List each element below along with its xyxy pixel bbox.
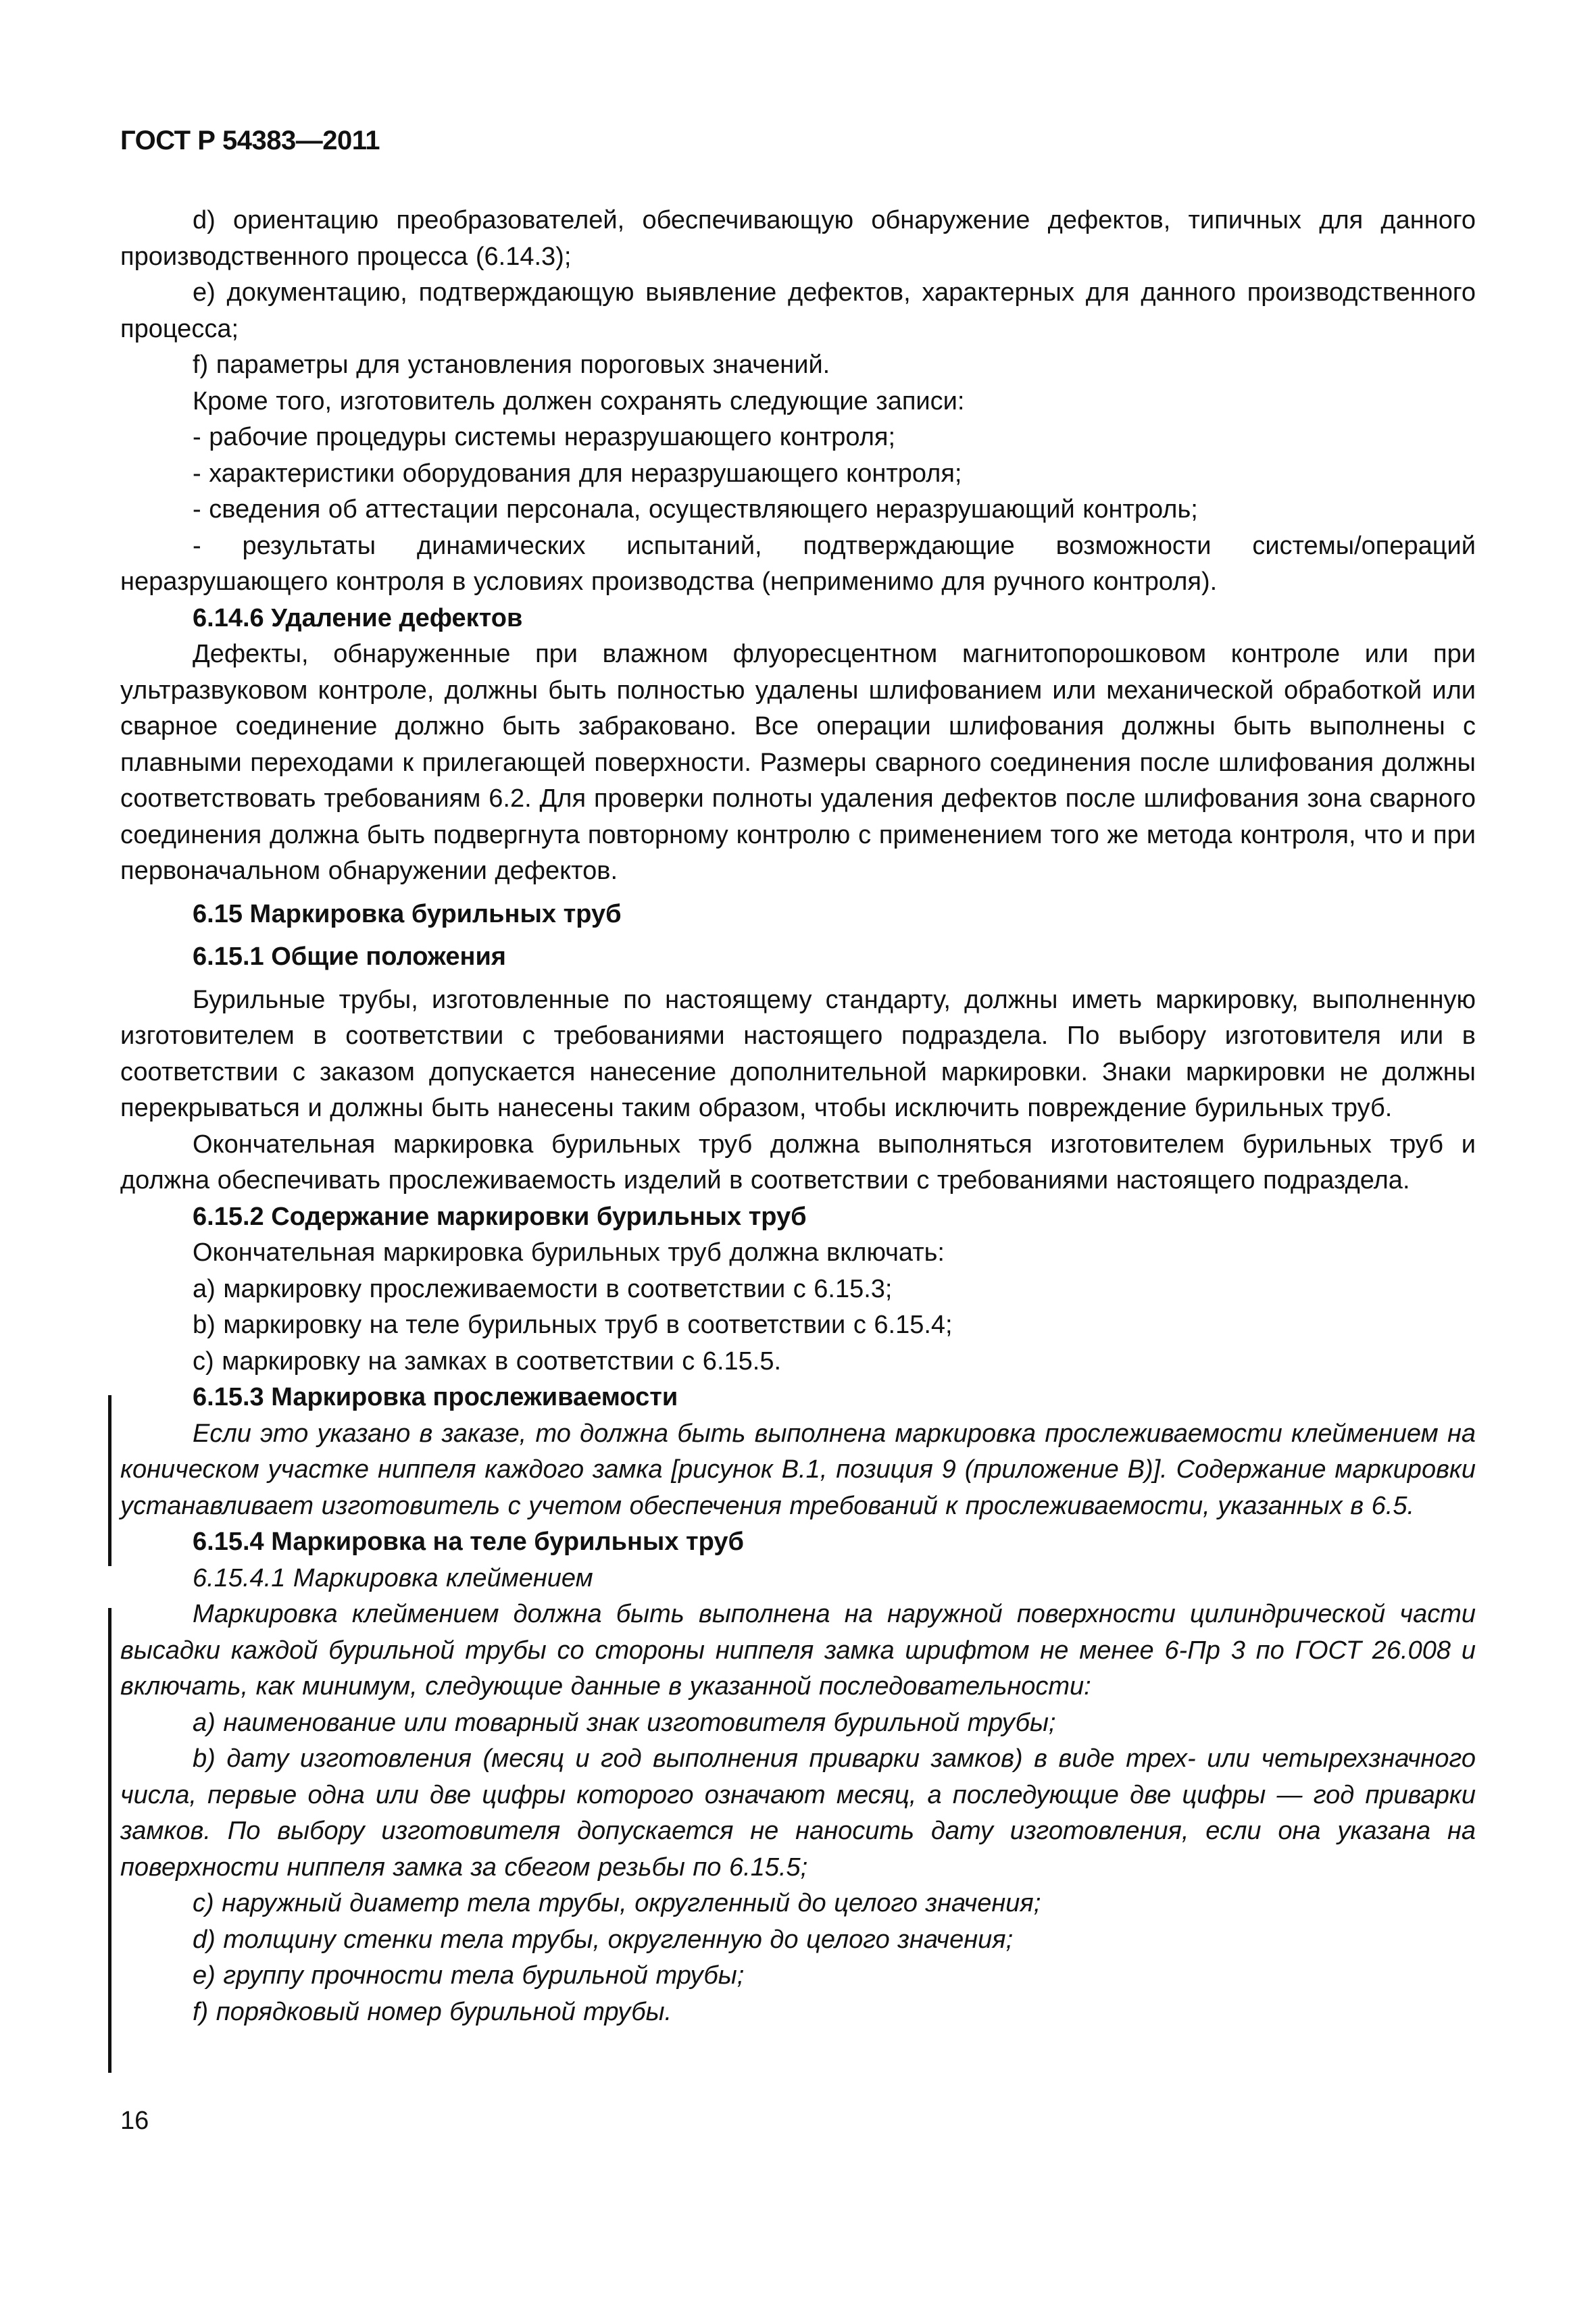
records-item-1: - рабочие процедуры системы неразрушающего контроля; (193, 423, 896, 451)
document-body (120, 203, 1476, 2030)
traceability-paragraph: Если это указано в заказе, то должна быть выполнена маркировка прослеживаемости клеймением на коническом участке ниппеля каждого замка [рисунок В.1, позиция 9 (приложение В)]. Содержание маркировки устанавливает изготовитель с учетом обеспечения требований к прослеживаемости, указанных в 6.5. (120, 1419, 1476, 1520)
stamping-item-e: e) группу прочности тела бурильной трубы; (193, 1961, 745, 1990)
records-intro: Кроме того, изготовитель должен сохранять следующие записи: (193, 386, 965, 416)
records-item-2: - характеристики оборудования для неразрушающего контроля; (193, 459, 962, 488)
list-item-f: f) параметры для установления пороговых значений. (193, 351, 830, 379)
contents-item-b: b) маркировку на теле бурильных труб в соответствии с 6.15.4; (193, 1311, 953, 1339)
subsection-heading-6-15-4-1: 6.15.4.1 Маркировка клеймением (193, 1563, 593, 1592)
section-heading-6-15-2: 6.15.2 Содержание маркировки бурильных труб (193, 1202, 807, 1231)
contents-item-c: c) маркировку на замках в соответствии с 6.15.5. (193, 1347, 782, 1376)
section-heading-6-14-6: 6.14.6 Удаление дефектов (193, 603, 523, 632)
section-heading-6-15: 6.15 Маркировка бурильных труб (193, 899, 622, 928)
section-heading-6-15-4: 6.15.4 Маркировка на теле бурильных труб (193, 1528, 744, 1556)
list-item-e: e) документацию, подтверждающую выявление дефектов, характерных для данного производственного процесса; (120, 278, 1476, 343)
stamping-item-d: d) толщину стенки тела трубы, округленную до целого значения; (193, 1925, 1014, 1954)
stamping-item-b: b) дату изготовления (месяц и год выполнения приварки замков) в виде трех- или четырехзначного числа, первые одна или две цифры которого означают месяц, а последующие две цифры — год приварки замков. По выбору изготовителя допускается не наносить дату изготовления, если она указана на поверхности ниппеля замка за сбегом резьбы по 6.15.5; (120, 1744, 1476, 1882)
defect-removal-paragraph: Дефекты, обнаруженные при влажном флуоресцентном магнитопорошковом контроле или при ультразвуковом контроле, должны быть полностью удалены шлифованием или механической обработкой или сварное соединение должно быть забраковано. Все операции шлифования должны быть выполнены с плавными переходами к прилегающей поверхности. Размеры сварного соединения после шлифования должны соответствовать требованиям 6.2. Для проверки полноты удаления дефектов после шлифования зона сварного соединения должна быть подвергнута повторному контролю с применением того же метода контроля, что и при первоначальном обнаружении дефектов. (120, 640, 1476, 885)
change-bar-1 (108, 1395, 111, 1566)
page-number: 16 (120, 2107, 149, 2135)
stamping-item-f: f) порядковый номер бурильной трубы. (193, 1997, 672, 2026)
stamping-item-a: a) наименование или товарный знак изготовителя бурильной трубы; (193, 1708, 1056, 1737)
stamping-paragraph: Маркировка клеймением должна быть выполнена на наружной поверхности цилиндрической части высадки каждой бурильной трубы со стороны ниппеля замка шрифтом не менее 6-Пр 3 по ГОСТ 26.008 и включать, как минимум, следующие данные в указанной последовательности: (120, 1600, 1476, 1701)
change-bar-2 (108, 1608, 111, 2073)
contents-item-a: a) маркировку прослеживаемости в соответствии с 6.15.3; (193, 1274, 893, 1303)
general-paragraph-2: Окончательная маркировка бурильных труб должна выполняться изготовителем бурильных труб и должна обеспечивать прослеживаемость изделий в соответствии с требованиями настоящего подраздела. (120, 1130, 1476, 1194)
section-heading-6-15-3: 6.15.3 Маркировка прослеживаемости (193, 1383, 678, 1411)
section-heading-6-15-1: 6.15.1 Общие положения (193, 942, 506, 971)
records-item-3: - сведения об аттестации персонала, осуществляющего неразрушающий контроль; (193, 495, 1198, 524)
list-item-d: d) ориентацию преобразователей, обеспечивающую обнаружение дефектов, типичных для данного производственного процесса (6.14.3); (120, 206, 1476, 271)
contents-intro: Окончательная маркировка бурильных труб должна включать: (193, 1238, 945, 1267)
document-header: ГОСТ Р 54383—2011 (120, 126, 380, 155)
records-item-4: - результаты динамических испытаний, подтверждающие возможности системы/операций неразрушающего контроля в условиях производства (неприменимо для ручного контроля). (120, 531, 1476, 596)
stamping-item-c: c) наружный диаметр тела трубы, округленный до целого значения; (193, 1889, 1041, 1917)
general-paragraph-1: Бурильные трубы, изготовленные по настоящему стандарту, должны иметь маркировку, выполненную изготовителем в соответствии с требованиями настоящего подраздела. По выбору изготовителя или в соответствии с заказом допускается нанесение дополнительной маркировки. Знаки маркировки не должны перекрываться и должны быть нанесены таким образом, чтобы исключить повреждение бурильных труб. (120, 985, 1476, 1122)
